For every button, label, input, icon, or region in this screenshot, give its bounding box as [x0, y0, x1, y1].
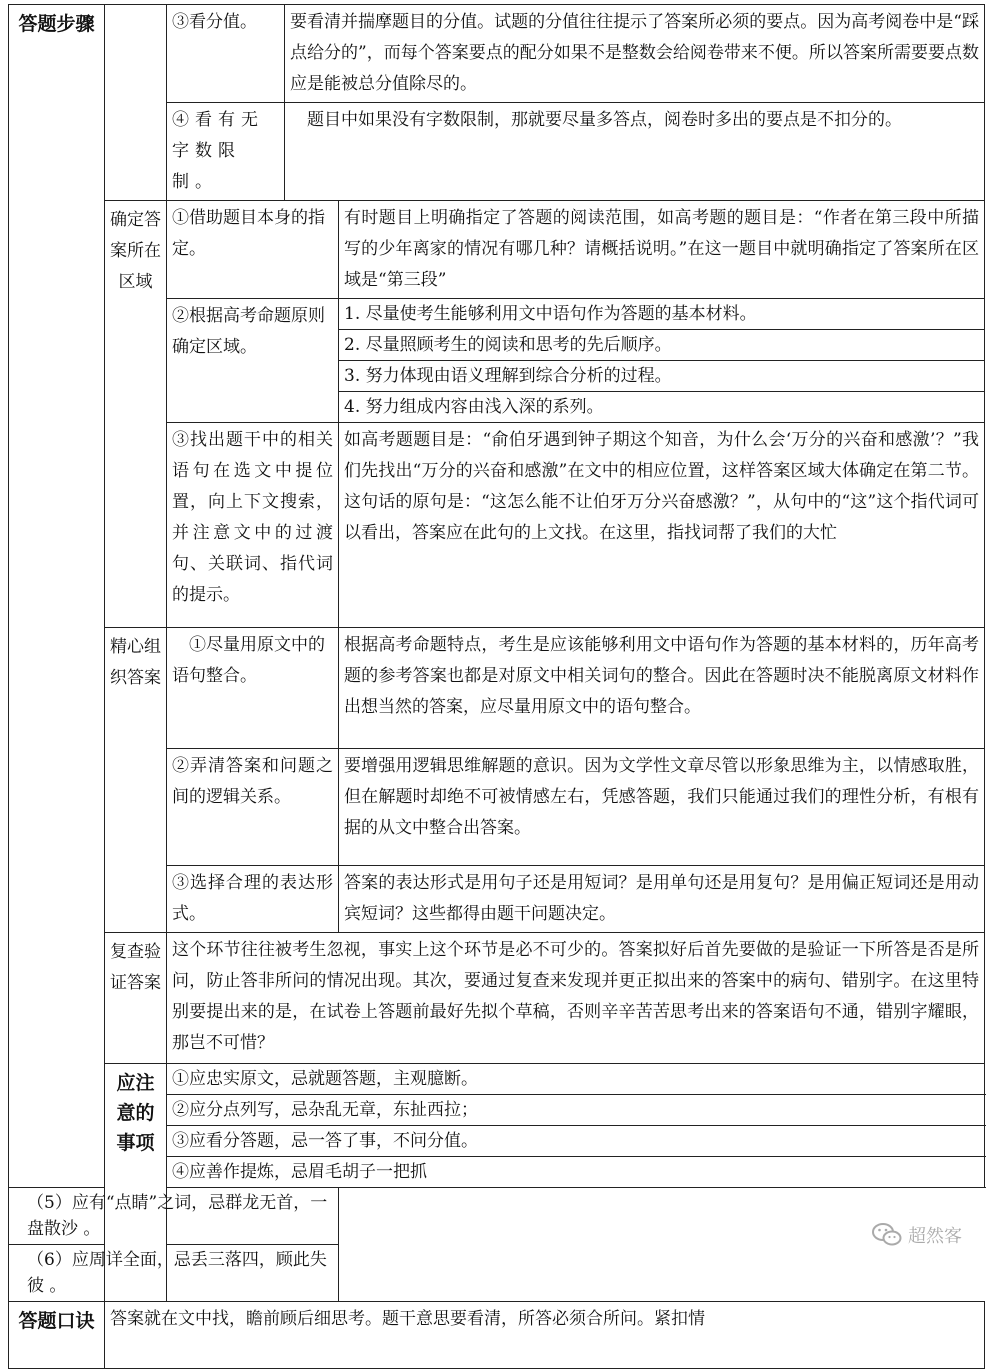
row-label: ②根据高考命题原则确定区域。	[167, 299, 339, 423]
answer-method-table	[8, 4, 985, 1369]
note-item: （5）应有“点睛”之词，忌群龙无首，一盘散沙 。	[9, 1188, 339, 1245]
note-item: ④应善作提炼，忌眉毛胡子一把抓	[167, 1157, 985, 1188]
row-text: 答案的表达形式是用句子还是用短词？是用单句还是用复句？是用偏正短词还是用动宾短词？这些都得由题干问题决定。	[339, 866, 985, 933]
row-label: ①尽量用原文中的语句整合。	[167, 628, 339, 749]
list-item: 1. 尽量使考生能够利用文中语句作为答题的基本材料。	[339, 299, 985, 330]
row-label: ③选择合理的表达形式。	[167, 866, 339, 933]
section-mnemonic: 答题口诀	[9, 1302, 105, 1369]
row-text: 题目中如果没有字数限制，那就要尽量多答点，阅卷时多出的要点是不扣分的。	[285, 103, 985, 201]
watermark-text: 超然客	[908, 1226, 962, 1247]
row-label: ④看有无字数限制。	[167, 103, 285, 201]
row-text: 要看清并揣摩题目的分值。试题的分值往往提示了答案所必须的要点。因为高考阅卷中是“踩点给分的”，而每个答案要点的配分如果不是整数会给阅卷带来不便。所以答案所需要要点数应是能被总分值除尽的。	[285, 5, 985, 103]
organize-title: 精心组织答案	[105, 628, 167, 933]
list-item: 2. 尽量照顾考生的阅读和思考的先后顺序。	[339, 330, 985, 361]
section-notes: 应注意的事项	[105, 1064, 167, 1302]
section-steps: 答题步骤	[9, 5, 105, 1188]
row-label: ②弄清答案和问题之间的逻辑关系。	[167, 749, 339, 866]
row-score	[9, 5, 985, 103]
row-label: ③找出题干中的相关语句在选文中提位置，向上下文搜索，并注意文中的过渡句、关联词、指代词的提示。	[167, 423, 339, 628]
row-label: ③看分值。	[167, 5, 285, 103]
locate-title: 确定答案所在区域	[105, 201, 167, 628]
list-item: 3. 努力体现由语义理解到综合分析的过程。	[339, 361, 985, 392]
row-text: 要增强用逻辑思维解题的意识。因为文学性文章尽管以形象思维为主，以情感取胜，但在解题时却绝不可被情感左右，凭感答题，我们只能通过我们的理性分析，有根有据的从文中整合出答案。	[339, 749, 985, 866]
row-text: 如高考题题目是：“俞伯牙遇到钟子期这个知音，为什么会‘万分的兴奋和感激’？”我们先找出“万分的兴奋和感激”在文中的相应位置，这样答案区域大体确定在第二节。这句话的原句是：“这怎么能不让伯牙万分兴奋感激？”，从句中的“这”这个指代词可以看出，答案应在此句的上文找。在这里，指找词帮了我们的大忙	[339, 423, 985, 628]
note-row	[9, 1188, 985, 1245]
note-item: （6）应周详全面，忌丢三落四，顾此失彼 。	[9, 1245, 339, 1302]
empty-cell	[105, 5, 167, 201]
note-item: ③应看分答题，忌一答了事，不问分值。	[167, 1126, 985, 1157]
mnemonic-text: 答案就在文中找，瞻前顾后细思考。题干意思要看清，所答必须合所问。紧扣情	[105, 1302, 985, 1369]
locate-row-1	[9, 201, 985, 299]
mnemonic-row	[9, 1302, 985, 1369]
row-label: ①借助题目本身的指定。	[167, 201, 339, 299]
note-row	[9, 1064, 985, 1095]
organize-row-1	[9, 628, 985, 749]
row-text: 根据高考命题特点，考生是应该能够利用文中语句作为答题的基本材料的，历年高考题的参考答案也都是对原文中相关词句的整合。因此在答题时决不能脱离原文材料作出想当然的答案，应尽量用原文中的语句整合。	[339, 628, 985, 749]
review-title: 复查验证答案	[105, 933, 167, 1064]
review-text: 这个环节往往被考生忽视，事实上这个环节是必不可少的。答案拟好后首先要做的是验证一下所答是否是所问，防止答非所问的情况出现。其次，要通过复查来发现并更正拟出来的答案中的病句、错别字。在这里特别要提出来的是，在试卷上答题前最好先拟个草稿，否则辛辛苦苦思考出来的答案语句不通，错别字耀眼，那岂不可惜？	[167, 933, 985, 1064]
row-text: 有时题目上明确指定了答题的阅读范围，如高考题的题目是：“作者在第三段中所描写的少年离家的情况有哪几种？请概括说明。”在这一题目中就明确指定了答案所在区域是“第三段”	[339, 201, 985, 299]
note-item: ②应分点列写，忌杂乱无章，东扯西拉；	[167, 1095, 985, 1126]
list-item: 4. 努力组成内容由浅入深的系列。	[339, 392, 985, 423]
note-item: ①应忠实原文，忌就题答题，主观臆断。	[167, 1064, 985, 1095]
review-row	[9, 933, 985, 1064]
note-row	[9, 1245, 985, 1302]
